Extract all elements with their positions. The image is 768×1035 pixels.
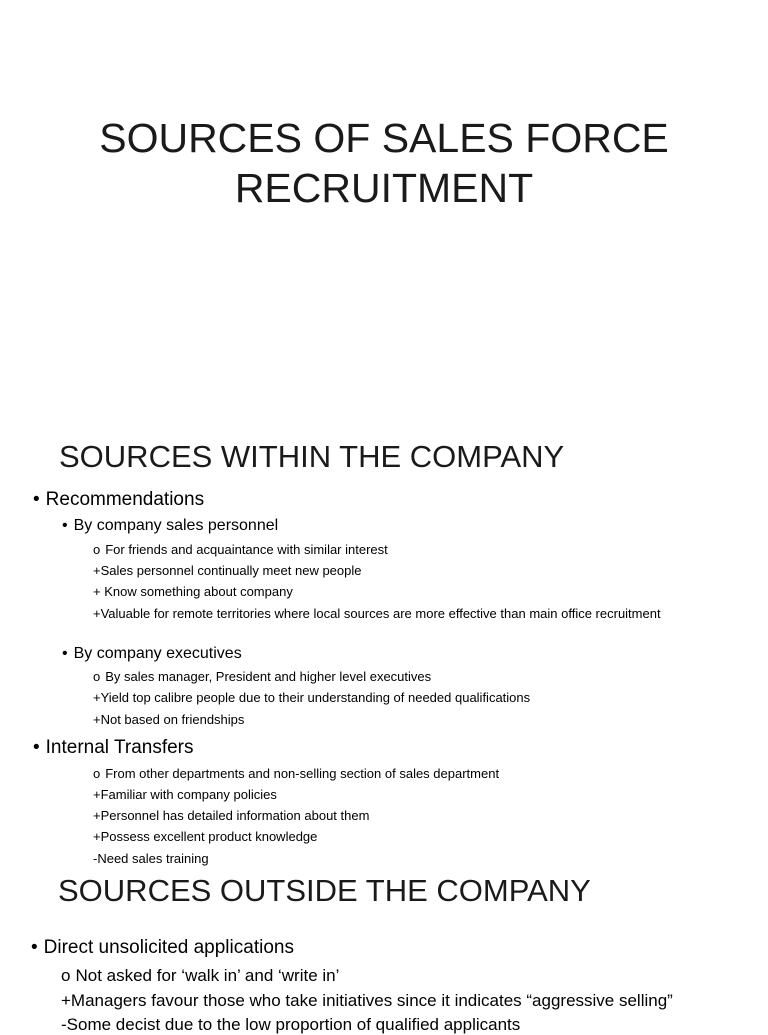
bullet-icon: • bbox=[31, 937, 38, 958]
list-item bbox=[61, 965, 339, 986]
list-item-label: Internal Transfers bbox=[45, 737, 194, 758]
list-item-text: -Need sales training bbox=[93, 851, 209, 866]
list-item-label: Recommendations bbox=[45, 489, 205, 510]
list-item-by-executives bbox=[62, 644, 242, 664]
list-item bbox=[93, 828, 693, 845]
bullet-icon: • bbox=[62, 517, 68, 534]
bullet-icon: • bbox=[33, 489, 40, 510]
list-item-text: +Yield top calibre people due to their understanding of needed qualifications bbox=[93, 690, 531, 705]
bullet-icon: • bbox=[62, 645, 68, 662]
list-item bbox=[93, 765, 693, 782]
list-item-text: +Familiar with company policies bbox=[93, 787, 277, 802]
list-item-label: By company sales personnel bbox=[73, 517, 279, 534]
list-item bbox=[93, 850, 693, 867]
list-item bbox=[61, 1014, 520, 1035]
list-item bbox=[93, 807, 693, 824]
list-item-text: +Valuable for remote territories where local sources are more effective than main office recruitment bbox=[93, 606, 661, 621]
list-item-text: +Not based on friendships bbox=[93, 712, 245, 727]
list-item-text: For friends and acquaintance with similar interest bbox=[105, 542, 388, 557]
bullet-icon: • bbox=[33, 737, 40, 758]
list-item-text: + Know something about company bbox=[93, 584, 293, 599]
list-item-recommendations bbox=[33, 489, 204, 511]
title-line-1: SOURCES OF SALES FORCE bbox=[99, 115, 669, 161]
list-item bbox=[93, 605, 683, 622]
list-item-text: -Some decist due to the low proportion of qualified applicants bbox=[61, 1015, 521, 1034]
page-title bbox=[0, 113, 768, 213]
list-item-text: Not asked for ‘walk in’ and ‘write in’ bbox=[75, 966, 340, 985]
circle-bullet-icon: o bbox=[93, 542, 101, 557]
list-item-label: Direct unsolicited applications bbox=[43, 937, 294, 958]
circle-bullet-icon: o bbox=[61, 966, 71, 985]
list-item bbox=[93, 583, 693, 600]
list-item-internal-transfers bbox=[33, 737, 194, 759]
list-item-text: From other departments and non-selling section of sales department bbox=[105, 766, 500, 781]
list-item-by-personnel bbox=[62, 516, 278, 536]
list-item bbox=[93, 786, 693, 803]
section-heading-within: SOURCES WITHIN THE COMPANY bbox=[59, 439, 565, 474]
list-item bbox=[61, 990, 673, 1011]
list-item bbox=[93, 689, 693, 706]
title-line-2: RECRUITMENT bbox=[234, 165, 534, 211]
list-item bbox=[93, 711, 693, 728]
section-heading-outside: SOURCES OUTSIDE THE COMPANY bbox=[58, 873, 591, 908]
list-item-text: +Managers favour those who take initiatives since it indicates “aggressive selling” bbox=[61, 991, 673, 1010]
list-item-text: +Possess excellent product knowledge bbox=[93, 829, 318, 844]
circle-bullet-icon: o bbox=[93, 669, 101, 684]
list-item-text: +Personnel has detailed information about them bbox=[93, 808, 370, 823]
list-item-text: By sales manager, President and higher level executives bbox=[105, 669, 432, 684]
circle-bullet-icon: o bbox=[93, 766, 101, 781]
list-item bbox=[93, 541, 693, 558]
list-item-direct-applications bbox=[31, 937, 294, 959]
list-item-text: +Sales personnel continually meet new people bbox=[93, 563, 362, 578]
list-item-label: By company executives bbox=[73, 645, 242, 662]
list-item bbox=[93, 562, 693, 579]
list-item bbox=[93, 668, 693, 685]
